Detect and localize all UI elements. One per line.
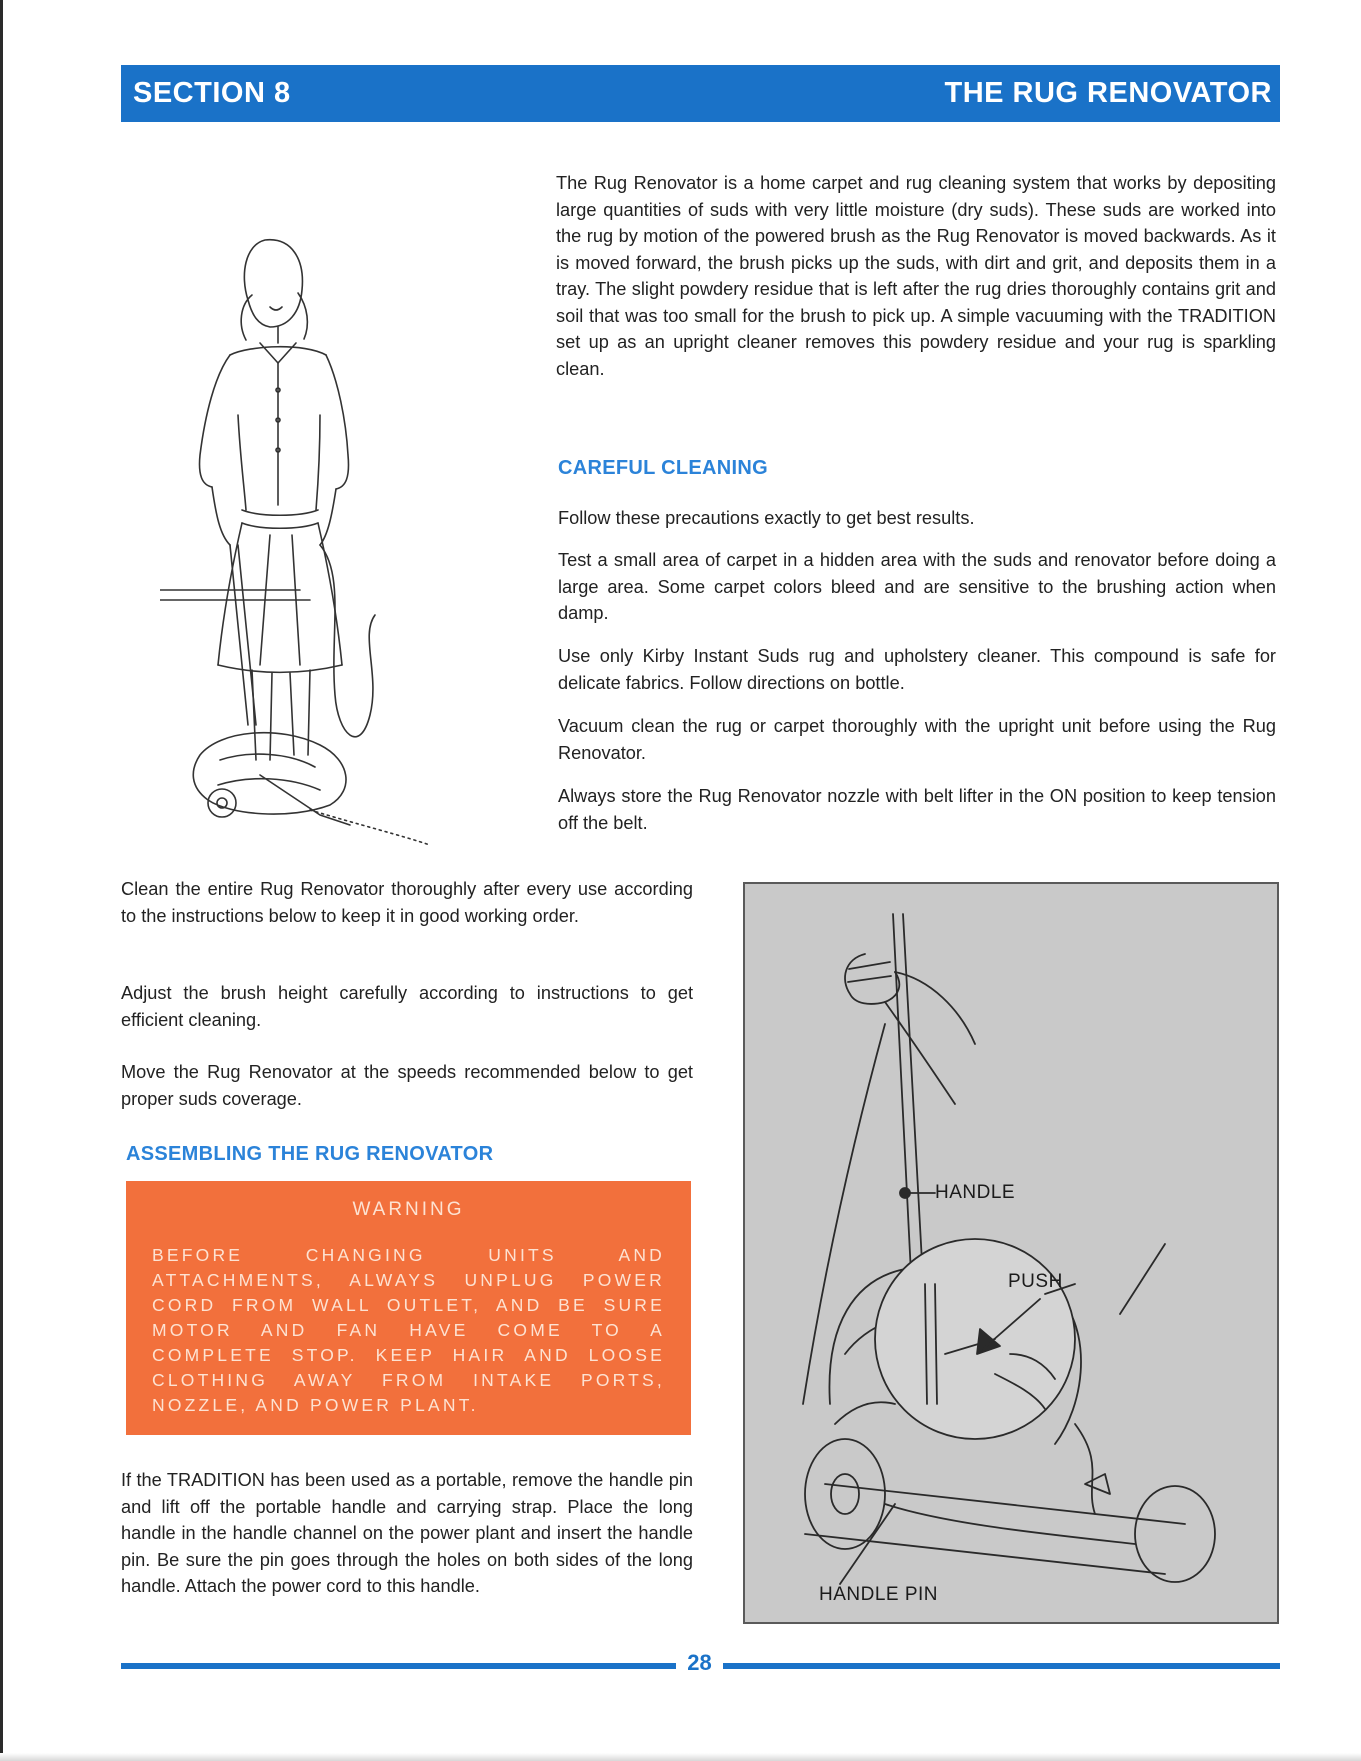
handle-installation-drawing [745,884,1277,1622]
careful-cleaning-heading: CAREFUL CLEANING [558,457,768,479]
woman-rug-renovator-illustration [160,215,520,845]
precaution-paragraph: Always store the Rug Renovator nozzle with belt lifter in the ON position to keep tension off the belt. [558,786,1276,833]
handle-label: HANDLE [935,1182,1016,1203]
section-label: SECTION 8 [133,77,291,109]
precaution-paragraph: Use only Kirby Instant Suds rug and upholstery cleaner. This compound is safe for delicate fabrics. Follow directions on bottle. [558,646,1276,693]
precaution-paragraph: Adjust the brush height carefully according to instructions to get efficient cleaning. [121,983,693,1030]
section-title: THE RUG RENOVATOR [944,77,1272,109]
precaution-paragraph: Test a small area of carpet in a hidden area with the suds and renovator before doing a large area. Some carpet colors bleed and are sensitive to the brushing action when damp. [558,550,1276,623]
scan-edge [0,0,3,1761]
push-label: PUSH [1008,1271,1063,1292]
assembly-paragraph: If the TRADITION has been used as a portable, remove the handle pin and lift off the portable handle and carrying strap. Place the long handle in the handle channel on the power plant and insert the handle pin. Be sure the pin goes through the holes on both sides of the long handle. Attach the power cord to this handle. [121,1470,693,1596]
intro-paragraph: The Rug Renovator is a home carpet and rug cleaning system that works by depositing large quantities of suds with very little moisture (dry suds). These suds are worked into the rug by motion of the powered brush as the Rug Renovator is moved backwards. As it is moved forward, the brush picks up the suds, with dirt and grit, and deposits them in a tray. The slight powdery residue that is left after the rug dries thoroughly contains grit and soil that was too small for the brush to pick up. A simple vacuuming with the TRADITION set up as an upright cleaner removes this powdery residue and your rug is sparkling clean. [556,173,1276,379]
precaution-paragraph: Clean the entire Rug Renovator thoroughly after every use according to the instructions below to keep it in good working order. [121,879,693,926]
footer-rule-right [723,1663,1280,1669]
warning-text: BEFORE CHANGING UNITS AND ATTACHMENTS, ALWAYS UNPLUG POWER CORD FROM WALL OUTLET, AND BE SURE MOTOR AND FAN HAVE COME TO A COMPLETE STOP. KEEP HAIR AND LOOSE CLOTHING AWAY FROM INTAKE PORTS, NOZZLE, AND POWER PLANT. [152,1245,665,1415]
precaution-paragraph: Vacuum clean the rug or carpet thoroughly with the upright unit before using the Rug Renovator. [558,716,1276,763]
scan-edge [0,1753,1361,1761]
assembling-heading: ASSEMBLING THE RUG RENOVATOR [126,1143,494,1165]
handle-pin-label: HANDLE PIN [819,1584,939,1605]
precaution-paragraph: Follow these precautions exactly to get best results. [558,508,975,528]
footer-rule-left [121,1663,676,1669]
precaution-paragraph: Move the Rug Renovator at the speeds recommended below to get proper suds coverage. [121,1062,693,1109]
handle-installation-figure [743,882,1279,1624]
warning-box [126,1181,691,1435]
warning-title: WARNING [352,1199,465,1220]
page-number: 28 [687,1650,712,1675]
section-header-bar [121,65,1280,122]
